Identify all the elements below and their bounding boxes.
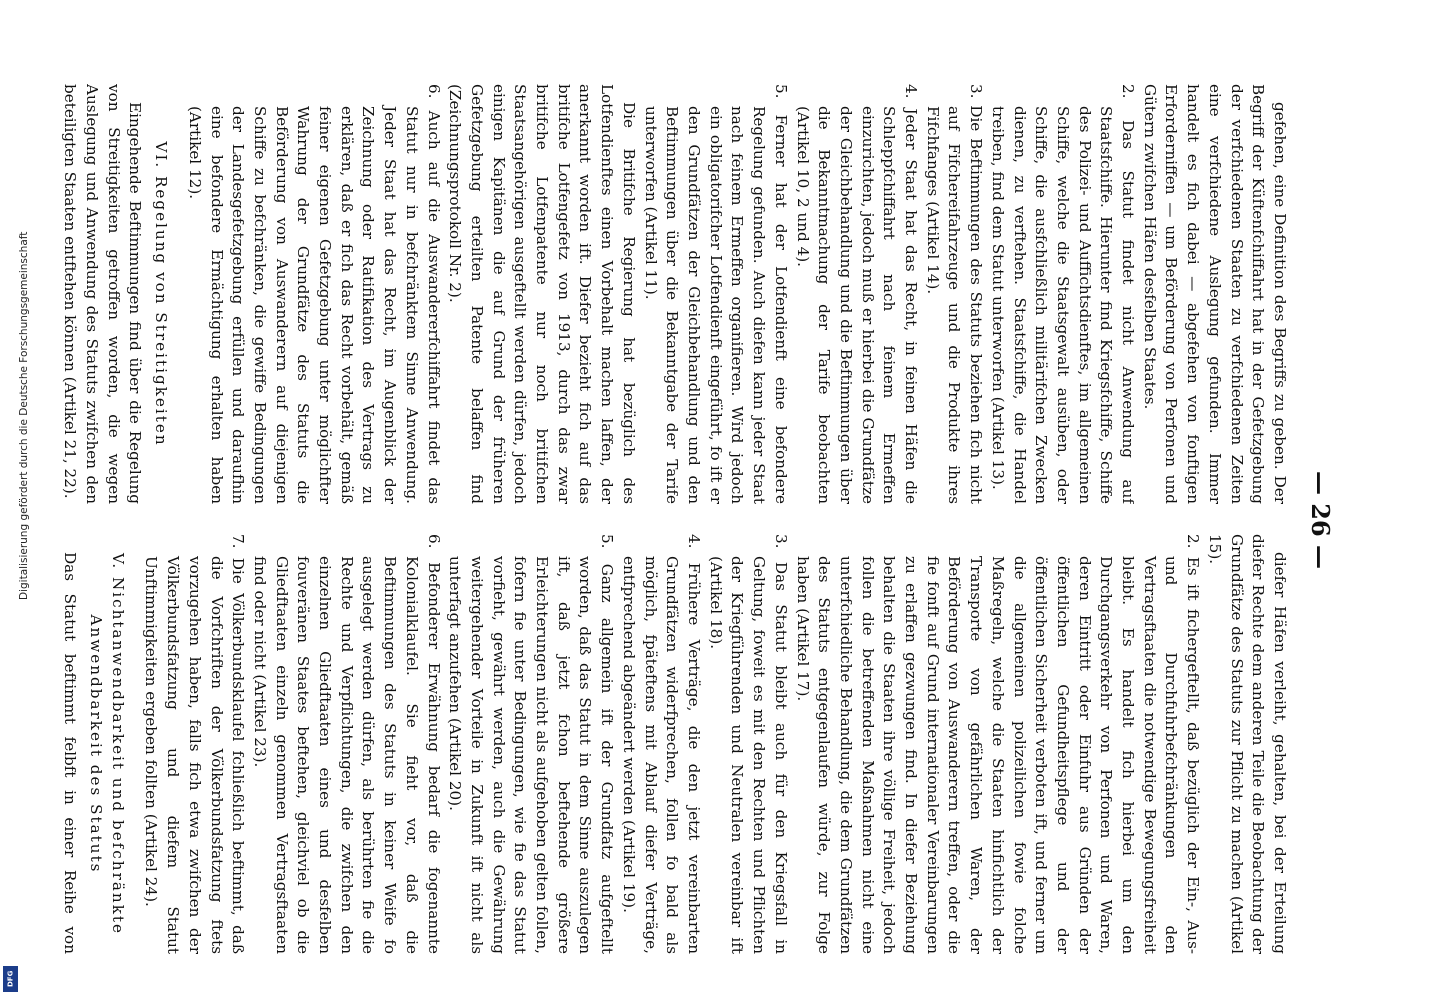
paragraph: 2. Es ift fichergeftellt, daß bezüglich der Ein-, Aus- und Durchfuhrbefchränkungen den Vertragsftaaten die notwendige Bewegungsfreiheit bleibt. Es handelt fich hierbei um den Durchgangsverkehr von Perfonen und Waren, deren Eintritt oder Einfuhr aus Gründen der öffentlichen Gefundheitspflege und der öffentlichen Sicherheit verboten ift, und ferner um die allgemeinen polizeilichen fowie folche Maßregeln, welche die Staaten hinfichtlich der Transporte von gefährlichen Waren, der Beförderung von Auswanderern treffen, oder die fie fonft auf Grund internationaler Vereinbarungen zu erlaffen gezwungen find. In diefer Beziehung behalten die Staaten ihre völlige Freiheit, jedoch follen die betreffenden Maßnahmen nicht eine unterfchiedliche Behandlung, die dem Grundfätzen des Statuts entgegenlaufen würde, zur Folge haben (Artikel 17). — [793, 534, 1203, 954]
paragraph: Die Britifche Regierung hat bezüglich des Lotfendienftes einen Vorbehalt machen laffen, der anerkannt worden ift. Diefer bezieht fich auf das britifche Lotfengefetz von 1913, durch das zwar britifche Lotfenpatente nur noch britifchen Staatsangehörigen ausgeftellt werden dürfen, jedoch einigen Kapitänen die auf Grund der früheren Gefetzgebung erteilten Patente belaffen find (Zeichnungsprotokoll Nr. 2). — [446, 84, 638, 504]
paragraph: gefehen, eine Definition des Begriffs zu geben. Der Begriff der Küftenfchiffahrt hat in der Gefetzgebung der verfchiedenen Staaten zu verfchiedenen Zeiten eine verfchiedene Auslegung gefunden. Immer handelt es fich dabei — abgefehen von fonftigen Erforderniffen — um Beförderung von Perfonen und Gütern zwifchen Häfen desfelben Staates. — [1140, 84, 1289, 504]
paragraph: 6. Befonderer Erwähnung bedarf die fogenannte Kolonialklaufel. Sie fieht vor, daß die Beftimmungen des Statuts in keiner Weife fo ausgelegt werden dürfen, als berührten fie die Rechte und Verpflichtungen, die zwifchen den einzelnen Gliedftaaten eines und desfelben fouveränen Staates beftehen, gleichviel ob die Gliedftaaten einzeln genommen Vertragsftaaten find oder nicht (Artikel 23). — [250, 534, 443, 954]
section-heading: VI. Regelung von Streitigkeiten — [152, 141, 171, 447]
paragraph: 7. Die Völkerbundsklaufel fchließlich beftimmt, daß die Vorfchriften der Völkerbundsfatzung ftets vorzugehen haben, falls fich etwa zwifchen der Völkerbundsfatzung und diefem Statut Unftimmigkeiten ergeben follten (Artikel 24). — [142, 534, 248, 954]
paragraph: 4. Frühere Verträge, die den jetzt vereinbarten Grundfätzen widerfprechen, follen fo bald als möglich, fpäteftens mit Ablauf diefer Verträge, entfprechend abgeändert werden (Artikel 19). — [619, 534, 704, 954]
paragraph: Das Statut beftimmt felbft in einer Reihe von — [61, 552, 80, 954]
paragraph: 4. Jeder Staat hat das Recht, in feinen Häfen die Schleppfchiffahrt nach feinem Ermeffen einzurichten, jedoch muß er hierbei die Grundfätze der Gleichbehandlung und die Beftimmungen über die Bekanntmachung der Tarife beobachten (Artikel 10, 2 und 4). — [793, 84, 921, 504]
paragraph: 3. Das Statut bleibt auch für den Kriegsfall in Geltung, foweit es mit den Rechten und Pflichten der Kriegführenden und Neutralen vereinbar ift (Artikel 18). — [706, 534, 790, 954]
paragraph: 2. Das Statut findet nicht Anwendung auf Staatsfchiffe. Hierunter find Kriegsfchiffe, Schiffe des Polizei- und Auffichtsdienftes, im allgemeinen Schiffe, welche die Staatsgewalt ausüben, oder Schiffe, die ausfchließlich militärifchen Zwecken dienen, zu verftehen. Staatsfchiffe, die Handel treiben, find dem Statut unterworfen (Artikel 13). — [988, 84, 1138, 504]
section-heading: V. Nichtanwendbarkeit und befchränkte Anwendbarkeit des Statuts — [87, 553, 127, 935]
paragraph: Eingehende Beftimmungen find über die Regelung von Streitigkeiten getroffen worden, die wegen Auslegung und Anwendung des Statuts zwifchen den beteiligten Staaten entftehen können (Artikel 21, 22). — [61, 84, 145, 504]
rotated-page — [40, 70, 1340, 970]
paragraph: diefer Häfen verleiht, gehalten, bei der Erteilung diefer Rechte dem anderen Teile die Beobachtung der Grundfätze des Statuts zur Pflicht zu machen (Artikel 15). — [1205, 534, 1289, 954]
paragraph: 6. Auch auf die Auswandererfchiffahrt findet das Statut nur in befchränktem Sinne Anwendung. Jeder Staat hat das Recht, im Augenblick der Zeichnung oder Ratifikation des Vertrags zu erklären, daß er fich das Recht vorbehält, gemäß feiner eigenen Gefetzgebung unter möglichfter Wahrung der Grundfätze des Statuts die Beförderung von Auswanderern auf diejenigen Schiffe zu befchränken, die gewiffe Bedingungen der Landesgefetzgebung erfüllen und daraufhin eine befondere Ermächtigung erhalten haben (Artikel 12). — [185, 84, 443, 504]
left-column — [60, 84, 1290, 504]
digitization-footer — [0, 0, 30, 1000]
footer-text: Digitalisierung gefördert durch die Deutsche Forschungsgemeinschaft — [18, 231, 30, 600]
right-column — [60, 534, 1290, 954]
page-number: — 26 — — [1306, 470, 1335, 570]
paragraph: 5. Ferner hat der Lotfendienft eine befondere Regelung gefunden. Auch diefen kann jeder Staat nach feinem Ermeffen organifieren. Wird jedoch ein obligatorifcher Lotfendienft eingeführt, fo ift er den Grundfätzen der Gleichbehandlung und den Beftimmungen über die Bekanntgabe der Tarife unterworfen (Artikel 11). — [641, 84, 790, 504]
paragraph: 5. Ganz allgemein ift der Grundfatz aufgeftellt worden, daß das Statut in dem Sinne auszulegen ift, daß jetzt fchon beftehende größere Erleichterungen nicht als aufgehoben gelten follen, fofern fie unter Bedingungen, wie fie das Statut vorfieht, gewährt werden, auch die Gewährung weitergehender Vorteile in Zukunft ift nicht als unterfagt anzufehen (Artikel 20). — [446, 534, 617, 954]
paragraph: 3. Die Beftimmungen des Statuts beziehen fich nicht auf Fifchereifahrzeuge und die Produkte ihres Fifchfanges (Artikel 14). — [923, 84, 986, 504]
dfg-logo-icon: DFG — [3, 966, 18, 992]
